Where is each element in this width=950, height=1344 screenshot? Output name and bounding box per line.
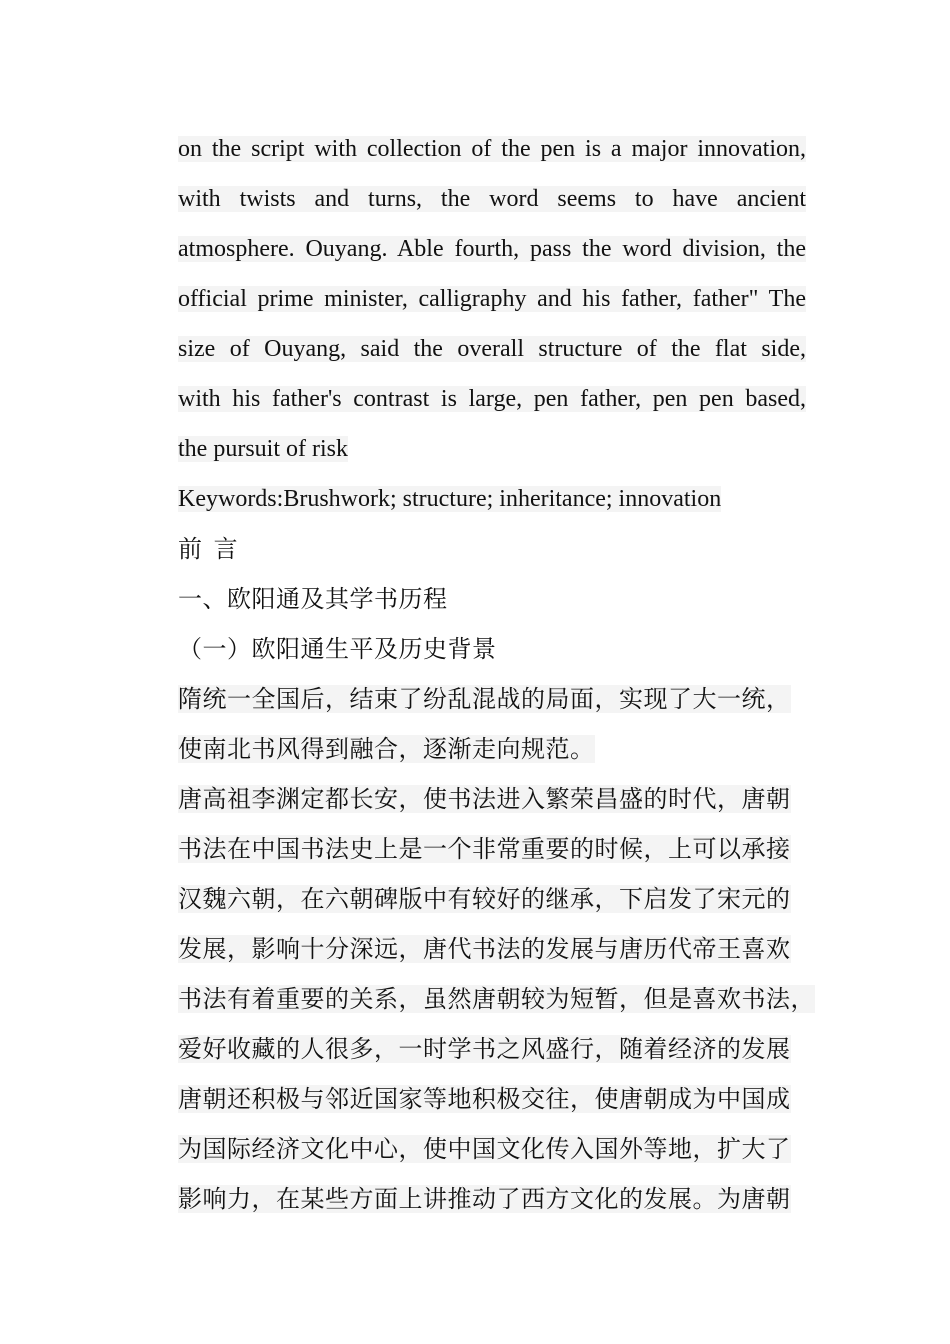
- paragraph-line: 唐朝还积极与邻近国家等地积极交往，使唐朝成为中国成: [178, 1085, 791, 1113]
- paragraph-2: [178, 774, 815, 1224]
- paragraph-line: 唐高祖李渊定都长安，使书法进入繁荣昌盛的时代，唐朝: [178, 785, 791, 813]
- abstract-line: with twists and turns, the word seems to have ancient: [178, 186, 806, 212]
- paragraph-line: 书法在中国书法史上是一个非常重要的时候，上可以承接: [178, 835, 791, 863]
- paragraph-line: 书法有着重要的关系，虽然唐朝较为短暂，但是喜欢书法，: [178, 985, 815, 1013]
- abstract-line: on the script with collection of the pen is a major innovation,: [178, 136, 806, 162]
- document-page: [178, 124, 815, 1224]
- paragraph-1: [178, 674, 806, 774]
- abstract-line: the pursuit of risk: [178, 436, 348, 462]
- paragraph-line: 为国际经济文化中心，使中国文化传入国外等地，扩大了: [178, 1135, 791, 1163]
- paragraph-line: 爱好收藏的人很多，一时学书之风盛行，随着经济的发展: [178, 1035, 791, 1063]
- preface-heading: 前 言: [178, 535, 240, 563]
- paragraph-line: 隋统一全国后，结束了纷乱混战的局面，实现了大一统，: [178, 685, 791, 713]
- keywords-line: Keywords:Brushwork; structure; inheritance; innovation: [178, 486, 722, 512]
- paragraph-line: 影响力，在某些方面上讲推动了西方文化的发展。为唐朝: [178, 1185, 791, 1213]
- paragraph-line: 使南北书风得到融合，逐渐走向规范。: [178, 735, 595, 763]
- abstract-line: official prime minister, calligraphy and his father, father" The: [178, 286, 806, 312]
- paragraph-line: 汉魏六朝，在六朝碑版中有较好的继承，下启发了宋元的: [178, 885, 791, 913]
- abstract-line: with his father's contrast is large, pen father, pen pen based,: [178, 386, 806, 412]
- section-heading: 一、欧阳通及其学书历程: [178, 585, 448, 613]
- subsection-heading: （一）欧阳通生平及历史背景: [178, 635, 497, 663]
- paragraph-line: 发展，影响十分深远，唐代书法的发展与唐历代帝王喜欢: [178, 935, 791, 963]
- abstract-line: atmosphere. Ouyang. Able fourth, pass the word division, the: [178, 236, 806, 262]
- abstract-line: size of Ouyang, said the overall structure of the flat side,: [178, 336, 806, 362]
- abstract-english: [178, 124, 806, 474]
